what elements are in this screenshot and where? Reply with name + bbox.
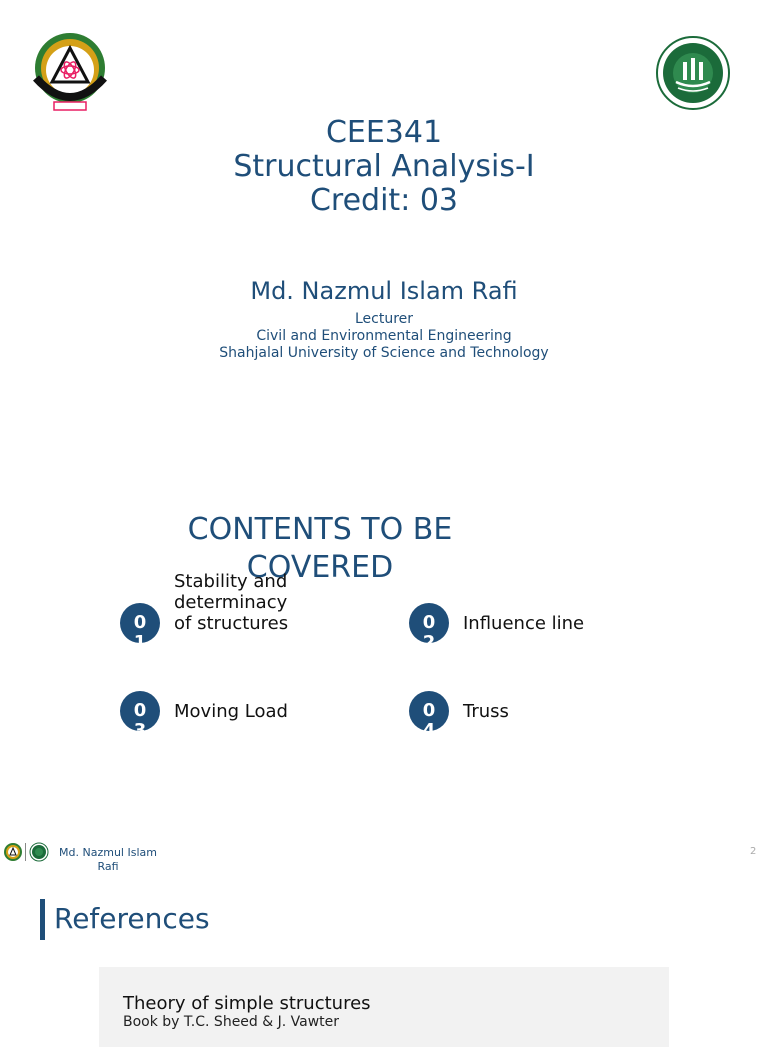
- author-designation: Lecturer: [354, 311, 414, 327]
- content-item-label: Truss: [463, 701, 509, 722]
- content-item-number: 02: [409, 603, 449, 643]
- author-university: Shahjalal University of Science and Technology: [219, 345, 549, 361]
- footer-university-logo: [3, 842, 23, 862]
- content-item-number: 04: [409, 691, 449, 731]
- course-title: Structural Analysis-I: [233, 149, 535, 184]
- reference-book-authors: Book by T.C. Sheed & J. Vawter: [123, 1014, 340, 1030]
- content-item-label: Influence line: [463, 613, 585, 634]
- footer-department-logo: [29, 842, 49, 862]
- footer-divider: [25, 843, 26, 861]
- author-department: Civil and Environmental Engineering: [256, 328, 512, 344]
- content-item-label: Stability and determinacy of structures: [174, 571, 289, 634]
- references-accent-bar: [40, 899, 45, 940]
- footer-author-name: Md. Nazmul Islam Rafi: [59, 846, 157, 873]
- reference-book-title: Theory of simple structures: [123, 993, 371, 1014]
- contents-title: CONTENTS TO BE COVERED: [187, 512, 453, 585]
- department-logo: [656, 36, 730, 110]
- content-item-label: Moving Load: [174, 701, 288, 722]
- content-item-number: 03: [120, 691, 160, 731]
- author-name: Md. Nazmul Islam Rafi: [250, 277, 518, 305]
- references-title: References: [54, 902, 210, 935]
- page-number: 2: [750, 846, 757, 857]
- university-logo: [30, 30, 110, 112]
- course-title-block: [0, 116, 768, 218]
- course-code: CEE341: [325, 115, 443, 150]
- content-item-number: 01: [120, 603, 160, 643]
- course-credit: Credit: 03: [309, 183, 459, 218]
- author-affiliation: [0, 311, 768, 362]
